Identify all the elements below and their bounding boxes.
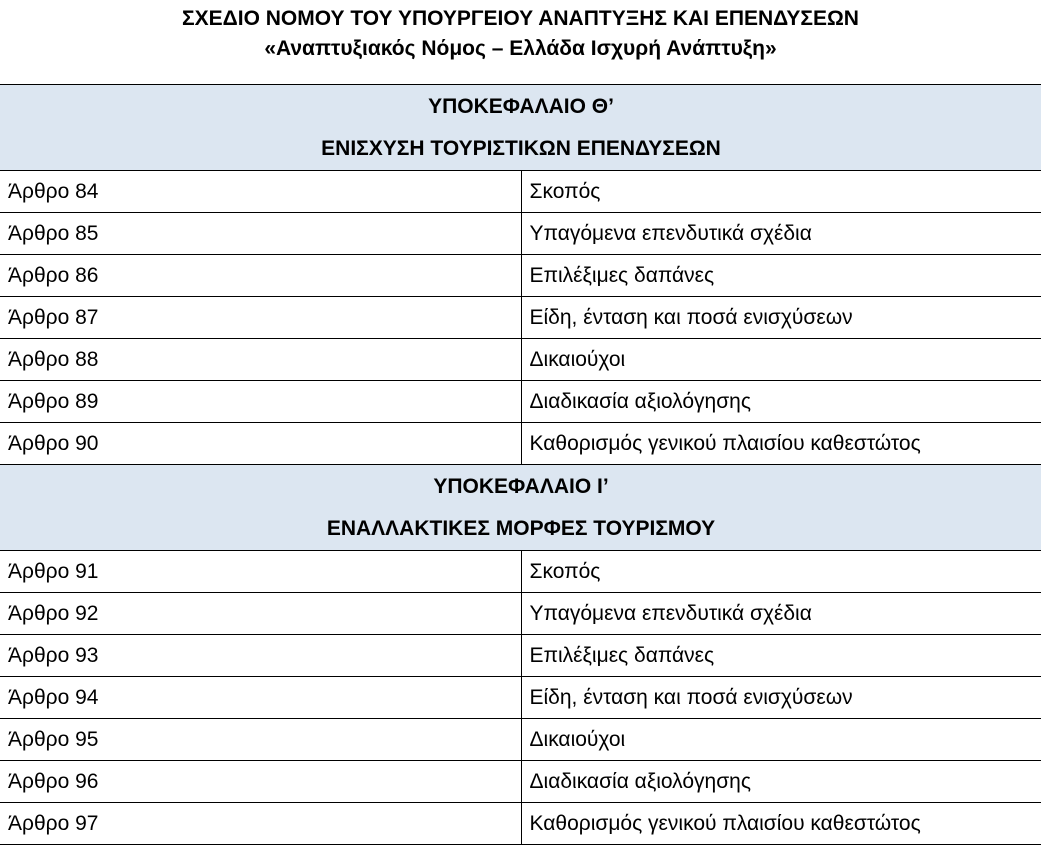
article-number: Άρθρο 97	[0, 803, 521, 845]
table-row	[0, 423, 1041, 465]
article-number: Άρθρο 94	[0, 677, 521, 719]
article-title: Σκοπός	[521, 551, 1041, 593]
table-row	[0, 255, 1041, 297]
section-header-cell	[0, 85, 1041, 171]
section-subheading: ΕΝΙΣΧΥΣΗ ΤΟΥΡΙΣΤΙΚΩΝ ΕΠΕΝΔΥΣΕΩΝ	[321, 136, 721, 160]
article-number: Άρθρο 84	[0, 171, 521, 213]
article-title: Είδη, ένταση και ποσά ενισχύσεων	[521, 297, 1041, 339]
section-heading: ΥΠΟΚΕΦΑΛΑΙΟ Θ’	[428, 94, 614, 118]
article-number: Άρθρο 86	[0, 255, 521, 297]
article-title: Δικαιούχοι	[521, 339, 1041, 381]
article-title: Επιλέξιμες δαπάνες	[521, 635, 1041, 677]
table-row	[0, 297, 1041, 339]
article-title: Διαδικασία αξιολόγησης	[521, 761, 1041, 803]
table-row	[0, 381, 1041, 423]
article-title: Υπαγόμενα επενδυτικά σχέδια	[521, 593, 1041, 635]
article-title: Δικαιούχοι	[521, 719, 1041, 761]
article-title: Είδη, ένταση και ποσά ενισχύσεων	[521, 677, 1041, 719]
table-row	[0, 339, 1041, 381]
table-row	[0, 635, 1041, 677]
table-row	[0, 213, 1041, 255]
article-number: Άρθρο 93	[0, 635, 521, 677]
table-row	[0, 551, 1041, 593]
section-header-theta	[0, 85, 1041, 171]
article-title: Επιλέξιμες δαπάνες	[521, 255, 1041, 297]
table-row	[0, 761, 1041, 803]
article-number: Άρθρο 91	[0, 551, 521, 593]
articles-table	[0, 84, 1041, 845]
article-number: Άρθρο 88	[0, 339, 521, 381]
section-heading: ΥΠΟΚΕΦΑΛΑΙΟ Ι’	[433, 474, 609, 498]
article-number: Άρθρο 95	[0, 719, 521, 761]
article-number: Άρθρο 96	[0, 761, 521, 803]
table-row	[0, 171, 1041, 213]
document-title	[0, 0, 1041, 80]
article-number: Άρθρο 92	[0, 593, 521, 635]
article-title: Καθορισμός γενικού πλαισίου καθεστώτος	[521, 803, 1041, 845]
article-number: Άρθρο 90	[0, 423, 521, 465]
article-number: Άρθρο 89	[0, 381, 521, 423]
article-title: Καθορισμός γενικού πλαισίου καθεστώτος	[521, 423, 1041, 465]
article-number: Άρθρο 85	[0, 213, 521, 255]
table-row	[0, 677, 1041, 719]
table-row	[0, 803, 1041, 845]
section-subheading: ΕΝΑΛΛΑΚΤΙΚΕΣ ΜΟΡΦΕΣ ΤΟΥΡΙΣΜΟΥ	[326, 516, 716, 540]
article-title: Σκοπός	[521, 171, 1041, 213]
document-title-line2: «Αναπτυξιακός Νόμος – Ελλάδα Ισχυρή Ανάπτυξη»	[264, 37, 777, 60]
section-header-iota	[0, 465, 1041, 551]
article-title: Διαδικασία αξιολόγησης	[521, 381, 1041, 423]
article-title: Υπαγόμενα επενδυτικά σχέδια	[521, 213, 1041, 255]
table-row	[0, 593, 1041, 635]
section-header-cell	[0, 465, 1041, 551]
article-number: Άρθρο 87	[0, 297, 521, 339]
table-row	[0, 719, 1041, 761]
document-title-line1: ΣΧΕΔΙΟ ΝΟΜΟΥ ΤΟΥ ΥΠΟΥΡΓΕΙΟΥ ΑΝΑΠΤΥΞΗΣ ΚΑΙ ΕΠΕΝΔΥΣΕΩΝ	[182, 7, 859, 30]
